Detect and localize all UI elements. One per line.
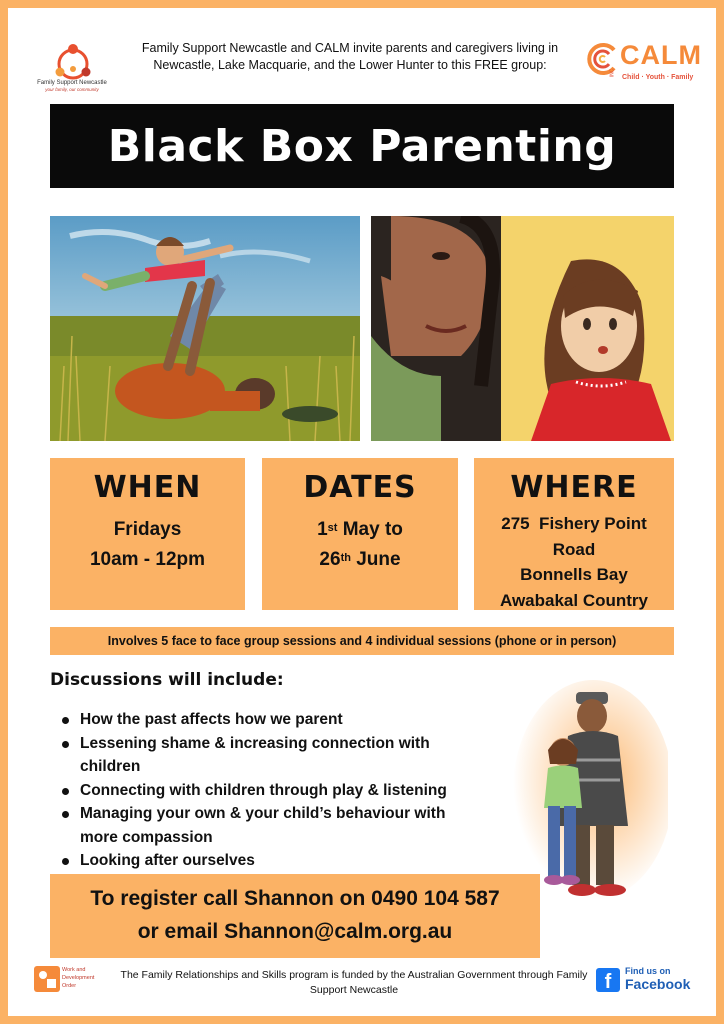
where-line-1: 275 Fishery Point	[501, 514, 647, 533]
calm-logo-inc: INC	[609, 68, 616, 78]
calm-logo-word: CALM	[620, 40, 702, 70]
list-item	[60, 708, 480, 732]
where-line-2: Road	[552, 539, 596, 559]
bullet-icon	[62, 858, 69, 865]
discussions-heading: Discussions will include:	[50, 670, 284, 690]
dates-heading: DATES	[303, 470, 417, 505]
list-item-text: Lessening shame & increasing connection with children	[80, 734, 430, 775]
list-item	[60, 779, 480, 803]
where-box	[474, 458, 674, 610]
bullet-icon	[62, 741, 69, 748]
calm-logo	[586, 40, 702, 90]
funding-statement: The Family Relationships and Skills program is funded by the Australian Government through Family Support Newcastle	[120, 969, 588, 996]
dates-end-day: 26	[319, 549, 341, 570]
dates-start-day: 1	[317, 519, 328, 540]
register-phone: To register call Shannon on 0490 104 587	[90, 887, 500, 910]
bullet-icon	[62, 717, 69, 724]
dates-end	[262, 545, 458, 575]
page-title: Black Box Parenting	[107, 120, 617, 172]
dates-end-rest: June	[350, 549, 401, 570]
wdo-logo-text: Work and Development Order	[62, 967, 95, 989]
where-line-4: Awabakal Country	[499, 590, 648, 610]
dates-end-suffix: th	[340, 552, 351, 564]
register-banner	[50, 874, 540, 958]
dates-start-suffix: st	[327, 522, 338, 534]
list-item-text: Connecting with children through play & listening	[80, 781, 447, 799]
facebook-find-text[interactable]: Find us on	[625, 966, 671, 976]
sessions-info-bar: Involves 5 face to face group sessions and 4 individual sessions (phone or in person)	[50, 627, 674, 655]
list-item	[60, 732, 480, 779]
list-item-text: Managing your own & your child’s behaviour with more compassion	[80, 805, 446, 846]
intro-text: Family Support Newcastle and CALM invite parents and caregivers living in Newcastle, Lake Macquarie, and the Lower Hunter to this FREE group:	[141, 41, 559, 72]
fsn-logo-name: Family Support Newcastle	[37, 80, 107, 86]
list-item-text: How the past affects how we parent	[80, 711, 343, 728]
when-day: Fridays	[113, 519, 182, 540]
fsn-logo-tagline: your family, our community	[45, 87, 99, 92]
mother-daughter-illustration	[371, 216, 674, 441]
facebook-icon[interactable]: f	[596, 968, 620, 992]
when-time: 10am - 12pm	[89, 549, 206, 570]
where-line-3: Bonnells Bay	[520, 565, 628, 584]
register-email: or email Shannon@calm.org.au	[137, 920, 453, 943]
list-item-text: Looking after ourselves	[80, 852, 255, 869]
calm-logo-tagline: Child · Youth · Family	[622, 74, 694, 81]
bullet-icon	[62, 811, 69, 818]
where-heading: WHERE	[510, 470, 638, 505]
wdo-logo-icon	[34, 966, 60, 992]
title-banner	[50, 104, 674, 188]
dates-box	[262, 458, 458, 610]
dates-start	[262, 515, 458, 545]
facebook-link[interactable]: Facebook	[625, 976, 691, 992]
list-item	[60, 802, 480, 849]
when-box	[50, 458, 245, 610]
father-child-illustration	[50, 216, 360, 441]
list-item	[60, 849, 480, 873]
header	[30, 30, 702, 110]
when-heading: WHEN	[93, 470, 202, 505]
dates-start-rest: May to	[337, 519, 403, 540]
discussion-topics-list	[60, 708, 480, 873]
bullet-icon	[62, 788, 69, 795]
footer	[30, 964, 694, 1014]
